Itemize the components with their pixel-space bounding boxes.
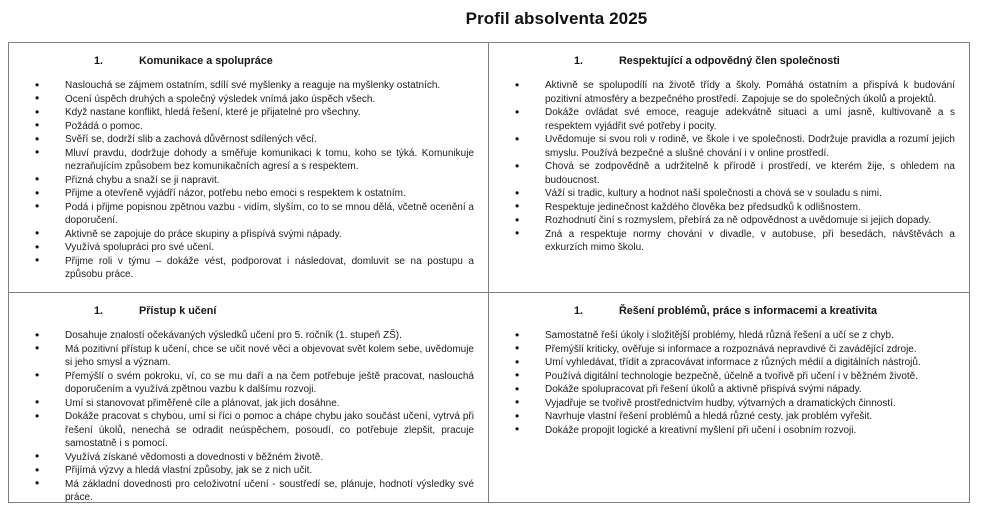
- list-item: • Zná a respektuje normy chování v divadle, v autobuse, při besedách, návštěvách a exkurzích mimo školu.: [515, 228, 955, 255]
- page-title: Profil absolventa 2025: [465, 9, 648, 28]
- section-heading: [574, 55, 951, 67]
- section-title: Komunikace a spolupráce: [139, 55, 273, 67]
- section-learning: [9, 293, 489, 503]
- list-item: • Svěří se, dodrží slib a zachová důvěrnost sdílených věcí.: [35, 133, 474, 147]
- list-item: • Samostatně řeší úkoly i složitější problémy, hledá různá řešení a učí se z chyb.: [515, 329, 955, 343]
- list-item: • Respektuje jedinečnost každého člověka bez předsudků k odlišnostem.: [515, 201, 955, 215]
- bullet-list: [489, 329, 969, 437]
- list-item: • Požádá o pomoc.: [35, 120, 474, 134]
- list-item: • Aktivně se zapojuje do práce skupiny a přispívá svými nápady.: [35, 228, 474, 242]
- bullet-list: [9, 79, 488, 282]
- list-item: • Když nastane konflikt, hledá řešení, které je přijatelné pro všechny.: [35, 106, 474, 120]
- list-item: • Přijme roli v týmu – dokáže vést, podporovat i následovat, domluvit se na postupu a způsobu práce.: [35, 255, 474, 282]
- section-number: 1.: [574, 55, 584, 67]
- list-item: • Navrhuje vlastní řešení problémů a hledá různé cesty, jak problém vyřešit.: [515, 410, 955, 424]
- section-society: [489, 43, 969, 293]
- list-item: • Dosahuje znalostí očekávaných výsledků učení pro 5. ročník (1. stupeň ZŠ).: [35, 329, 474, 343]
- list-item: • Dokáže spolupracovat při řešení úkolů a aktivně přispívá svými nápady.: [515, 383, 955, 397]
- list-item: • Aktivně se spolupodílí na životě třídy a školy. Pomáhá ostatním a přispívá k budování pozitivní atmosféry a bezpečného prostředí. Zapojuje se do společných úkolů a projektů.: [515, 79, 955, 106]
- list-item: • Mluví pravdu, dodržuje dohody a směřuje komunikaci k tomu, koho se týká. Komunikuje nezraňujícím způsobem bez komunikačních agresí a s respektem.: [35, 147, 474, 174]
- section-number: 1.: [94, 305, 104, 317]
- list-item: • Chová se zodpovědně a udržitelně k přírodě i prostředí, ve kterém žije, s ohledem na budoucnost.: [515, 160, 955, 187]
- list-item: • Přijímá výzvy a hledá vlastní způsoby, jak se z nich učit.: [35, 464, 474, 478]
- list-item: • Dokáže pracovat s chybou, umí si říci o pomoc a chápe chybu jako součást učení, vytrvá při řešení úkolů, nenechá se odradit neúspěchem, posoudí, co potřebuje zlepšit, pracuje samostatně i s pomocí.: [35, 410, 474, 451]
- bullet-list: [9, 329, 488, 503]
- section-heading: [94, 305, 470, 317]
- list-item: • Používá digitální technologie bezpečně, účelně a tvořivě při učení i v běžném životě.: [515, 370, 955, 384]
- list-item: • Přemýšlí o svém pokroku, ví, co se mu daří a na čem potřebuje ještě pracovat, naslouchá doporučením a využívá zpětnou vazbu k dalšímu rozvoji.: [35, 370, 474, 397]
- section-heading: [94, 55, 470, 67]
- section-title: Přístup k učení: [139, 305, 217, 317]
- list-item: • Rozhodnutí činí s rozmyslem, přebírá za ně odpovědnost a uvědomuje si jejich dopady.: [515, 214, 955, 228]
- list-item: • Má základní dovednosti pro celoživotní učení - soustředí se, plánuje, hodnotí výsledky své práce.: [35, 478, 474, 504]
- list-item: • Využívá získané vědomosti a dovednosti v běžném životě.: [35, 451, 474, 465]
- list-item: • Umí si stanovovat přiměřené cíle a plánovat, jak jich dosáhne.: [35, 397, 474, 411]
- list-item: • Umí vyhledávat, třídit a zpracovávat informace z různých médií a digitálních nástrojů.: [515, 356, 955, 370]
- list-item: • Dokáže propojit logické a kreativní myšlení při učení i osobním rozvoji.: [515, 424, 955, 438]
- section-heading: [574, 305, 951, 317]
- list-item: • Využívá spolupráci pro své učení.: [35, 241, 474, 255]
- list-item: • Má pozitivní přístup k učení, chce se učit nové věci a objevovat svět kolem sebe, uvědomuje si jeho smysl a význam.: [35, 343, 474, 370]
- list-item: • Přemýšlí kriticky, ověřuje si informace a rozpoznává nepravdivé či zavádějící zdroje.: [515, 343, 955, 357]
- section-title: Respektující a odpovědný člen společnosti: [619, 55, 840, 67]
- section-number: 1.: [94, 55, 104, 67]
- profile-grid: [8, 42, 970, 503]
- list-item: • Přizná chybu a snaží se ji napravit.: [35, 174, 474, 188]
- list-item: • Váží si tradic, kultury a hodnot naší společnosti a chová se v souladu s nimi.: [515, 187, 955, 201]
- list-item: • Dokáže ovládat své emoce, reaguje adekvátně situaci a umí jasně, kultivovaně a s respektem vyjádřit své potřeby i pocity.: [515, 106, 955, 133]
- bullet-list: [489, 79, 969, 255]
- list-item: • Ocení úspěch druhých a společný výsledek vnímá jako úspěch všech.: [35, 93, 474, 107]
- list-item: • Uvědomuje si svou roli v rodině, ve škole i ve společnosti. Dodržuje pravidla a rozumí jejich smyslu. Používá bezpečné a slušné chování i v online prostředí.: [515, 133, 955, 160]
- list-item: • Vyjadřuje se tvořivě prostřednictvím hudby, výtvarných a dramatických činností.: [515, 397, 955, 411]
- list-item: • Naslouchá se zájmem ostatním, sdílí své myšlenky a reaguje na myšlenky ostatních.: [35, 79, 474, 93]
- section-title: Řešení problémů, práce s informacemi a kreativita: [619, 305, 878, 317]
- section-problem-solving: [489, 293, 969, 503]
- section-number: 1.: [574, 305, 584, 317]
- list-item: • Přijme a otevřeně vyjádří názor, potřebu nebo emoci s respektem k ostatním.: [35, 187, 474, 201]
- section-communication: [9, 43, 489, 293]
- list-item: • Podá i přijme popisnou zpětnou vazbu - vidím, slyším, co to se mnou dělá, včetně ocenění a doporučení.: [35, 201, 474, 228]
